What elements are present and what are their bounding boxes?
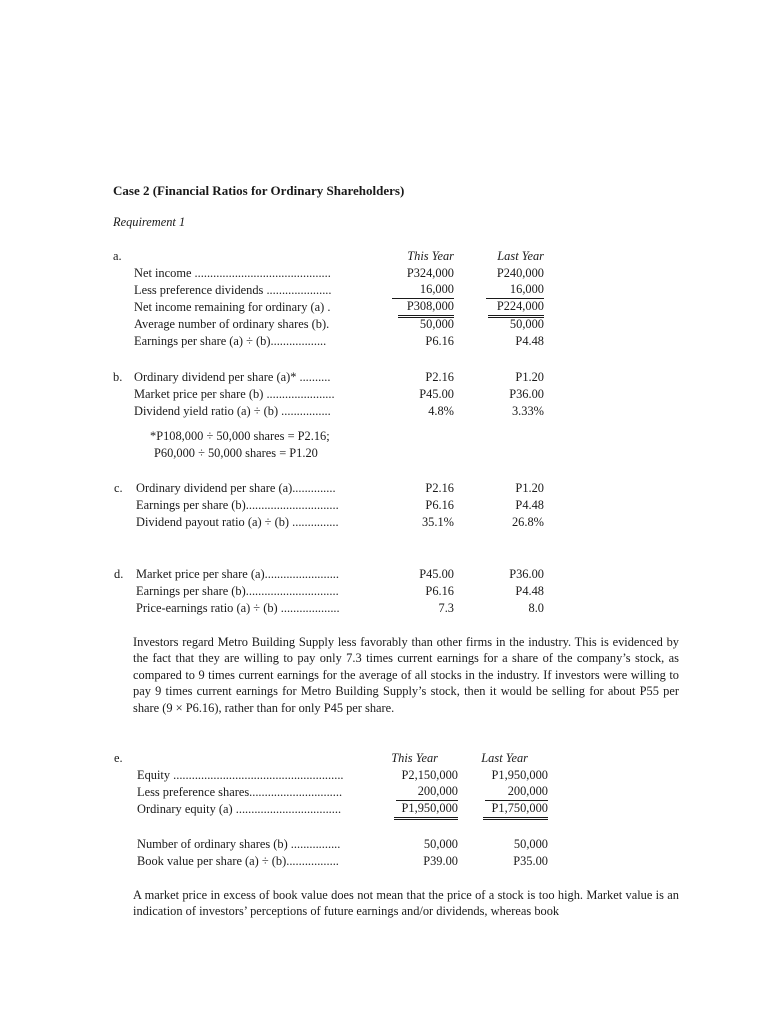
d-row-this: P45.00: [419, 567, 454, 581]
c-row-this: P2.16: [425, 481, 454, 495]
d-row-last: P4.48: [515, 584, 544, 598]
b-row-label: Market price per share (b) ......................: [134, 387, 335, 401]
a-row-last: 50,000: [509, 317, 544, 331]
c-row-last: P1.20: [515, 481, 544, 495]
a-row-label: Net income ............................................: [134, 266, 331, 280]
section-c-letter: c.: [114, 481, 123, 495]
a-row-this: P6.16: [425, 334, 454, 348]
col-header-this-year: This Year: [407, 249, 454, 263]
a-row-last: 16,000: [486, 282, 544, 299]
d-row-label: Market price per share (a)........................: [136, 567, 339, 581]
e-row-label: Equity .......................................................: [137, 768, 344, 782]
book-value-explanation: A market price in excess of book value does not mean that the price of a stock is too high. Market value is an indication of investors’ perceptions of future earnings and/or dividends, whereas book: [133, 888, 679, 919]
b-row-this: P45.00: [419, 387, 454, 401]
col-header-this-year: This Year: [391, 751, 438, 765]
b-row-last: P36.00: [509, 387, 544, 401]
c-row-this: P6.16: [425, 498, 454, 512]
e-row-this: 200,000: [396, 784, 458, 801]
e-row-this: P1,950,000: [394, 801, 458, 820]
b-row-label: Dividend yield ratio (a) ÷ (b) ................: [134, 404, 331, 418]
c-row-last: 26.8%: [511, 515, 544, 529]
a-row-this: P324,000: [406, 266, 454, 280]
e-row-last: P1,750,000: [483, 801, 548, 820]
b-row-last: P1.20: [515, 370, 544, 384]
e-row-label: Ordinary equity (a) ..................................: [137, 802, 342, 816]
d-row-this: P6.16: [425, 584, 454, 598]
case-title: Case 2 (Financial Ratios for Ordinary Shareholders): [113, 183, 405, 198]
b-row-last: 3.33%: [511, 404, 544, 418]
d-row-last: P36.00: [509, 567, 544, 581]
d-row-label: Earnings per share (b)..............................: [136, 584, 339, 598]
d-row-last: 8.0: [528, 601, 544, 615]
a-row-last: P4.48: [515, 334, 544, 348]
e-row-last: P35.00: [513, 854, 548, 868]
pe-ratio-explanation: Investors regard Metro Building Supply less favorably than other firms in the industry. This is evidenced by the fact that they are willing to pay only 7.3 times current earnings for a share of the company’s stock, as compared to 9 times current earnings for the average of all stocks in the industry. If investors were willing to pay 9 times current earnings for Metro Building Supply’s stock, then it would be selling for about P55 per share (9 × P6.16), rather than for only P45 per share.: [133, 635, 679, 715]
footnote-line-1: *P108,000 ÷ 50,000 shares = P2.16;: [150, 429, 330, 443]
e-row-label: Less preference shares..............................: [137, 785, 343, 799]
c-row-label: Dividend payout ratio (a) ÷ (b) ...............: [136, 515, 339, 529]
a-row-this: P308,000: [398, 299, 454, 318]
section-e-letter: e.: [114, 751, 123, 765]
b-row-this: P2.16: [425, 370, 454, 384]
c-row-label: Ordinary dividend per share (a)..............: [136, 481, 336, 495]
footnote-line-2: P60,000 ÷ 50,000 shares = P1.20: [154, 446, 318, 460]
d-row-label: Price-earnings ratio (a) ÷ (b) ...................: [136, 601, 340, 615]
e-row-last: 50,000: [513, 837, 548, 851]
a-row-this: 16,000: [392, 282, 454, 299]
e-row-this: 50,000: [423, 837, 458, 851]
a-row-last: P224,000: [488, 299, 544, 318]
e-row-last: 200,000: [485, 784, 548, 801]
section-d-letter: d.: [114, 567, 124, 581]
a-row-label: Net income remaining for ordinary (a) .: [134, 300, 331, 314]
e-row-this: P39.00: [423, 854, 458, 868]
e-row-label: Number of ordinary shares (b) ................: [137, 837, 341, 851]
d-row-this: 7.3: [438, 601, 454, 615]
b-row-label: Ordinary dividend per share (a)* ..........: [134, 370, 331, 384]
a-row-this: 50,000: [419, 317, 454, 331]
requirement-heading: Requirement 1: [113, 215, 186, 229]
a-row-label: Less preference dividends .....................: [134, 283, 332, 297]
c-row-last: P4.48: [515, 498, 544, 512]
a-row-label: Earnings per share (a) ÷ (b)..................: [134, 334, 327, 348]
section-b-letter: b.: [113, 370, 123, 384]
e-row-label: Book value per share (a) ÷ (b).................: [137, 854, 339, 868]
section-a-letter: a.: [113, 249, 122, 263]
e-row-last: P1,950,000: [491, 768, 548, 782]
c-row-this: 35.1%: [421, 515, 454, 529]
col-header-last-year: Last Year: [497, 249, 544, 263]
b-row-this: 4.8%: [428, 404, 454, 418]
e-row-this: P2,150,000: [401, 768, 458, 782]
col-header-last-year: Last Year: [481, 751, 528, 765]
a-row-last: P240,000: [496, 266, 544, 280]
c-row-label: Earnings per share (b)..............................: [136, 498, 339, 512]
a-row-label: Average number of ordinary shares (b).: [134, 317, 330, 331]
